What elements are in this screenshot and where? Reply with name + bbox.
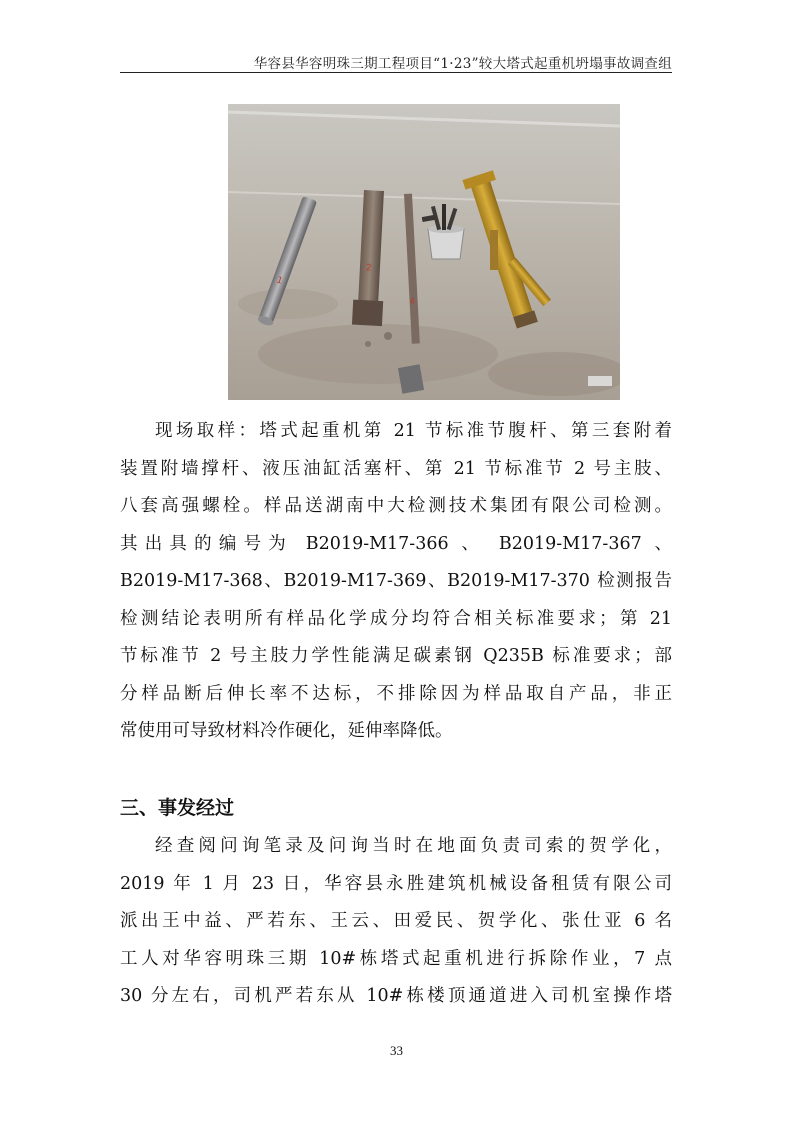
svg-text:1: 1 (274, 275, 284, 287)
paragraph-line: 现场取样：塔式起重机第 21 节标准节腹杆、第三套附着 (155, 421, 672, 441)
paragraph-line: 2019 年 1 月 23 日，华容县永胜建筑机械设备租赁有限公司 (120, 873, 672, 894)
paragraph-line: B2019-M17-368、B2019-M17-369、B2019-M17-370 检测报告 (120, 571, 672, 591)
header-rule (120, 72, 672, 73)
paragraph-line: 常使用可导致材料冷作硬化，延伸率降低。 (120, 721, 453, 741)
section-heading: 三、事发经过 (120, 797, 235, 819)
paragraph-line: 检测结论表明所有样品化学成分均符合相关标准要求；第 21 (120, 608, 672, 629)
paragraph-line: 其出具的编号为 B2019-M17-366 、 B2019-M17-367 、 (120, 533, 672, 554)
paragraph-line: 装置附墙撑杆、液压油缸活塞杆、第 21 节标准节 2 号主肢、 (120, 458, 672, 479)
running-header: 华容县华容明珠三期工程项目“1·23”较大塔式起重机坍塌事故调查组 (253, 56, 672, 72)
paragraph-line: 30 分左右，司机严若东从 10#栋楼顶通道进入司机室操作塔 (120, 986, 672, 1006)
paragraph-line: 经查阅问询笔录及问询当时在地面负责司索的贺学化， (155, 836, 672, 856)
page-number: 33 (390, 1043, 403, 1058)
paragraph-line: 八套高强螺栓。样品送湖南中大检测技术集团有限公司检测。 (120, 496, 672, 516)
sample-parts-photo (228, 104, 620, 400)
sample-paragraph (120, 413, 672, 751)
svg-text:2: 2 (365, 263, 372, 274)
paragraph-line: 派出王中益、严若东、王云、田爱民、贺学化、张仕亚 6 名 (120, 911, 672, 931)
svg-text:4: 4 (409, 296, 415, 306)
paragraph-line: 工人对华容明珠三期 10#栋塔式起重机进行拆除作业，7 点 (120, 948, 672, 969)
process-paragraph (120, 828, 672, 1016)
paragraph-line: 分样品断后伸长率不达标，不排除因为样品取自产品，非正 (120, 683, 672, 704)
paragraph-line: 节标准节 2 号主肢力学性能满足碳素钢 Q235B 标准要求；部 (120, 646, 672, 666)
